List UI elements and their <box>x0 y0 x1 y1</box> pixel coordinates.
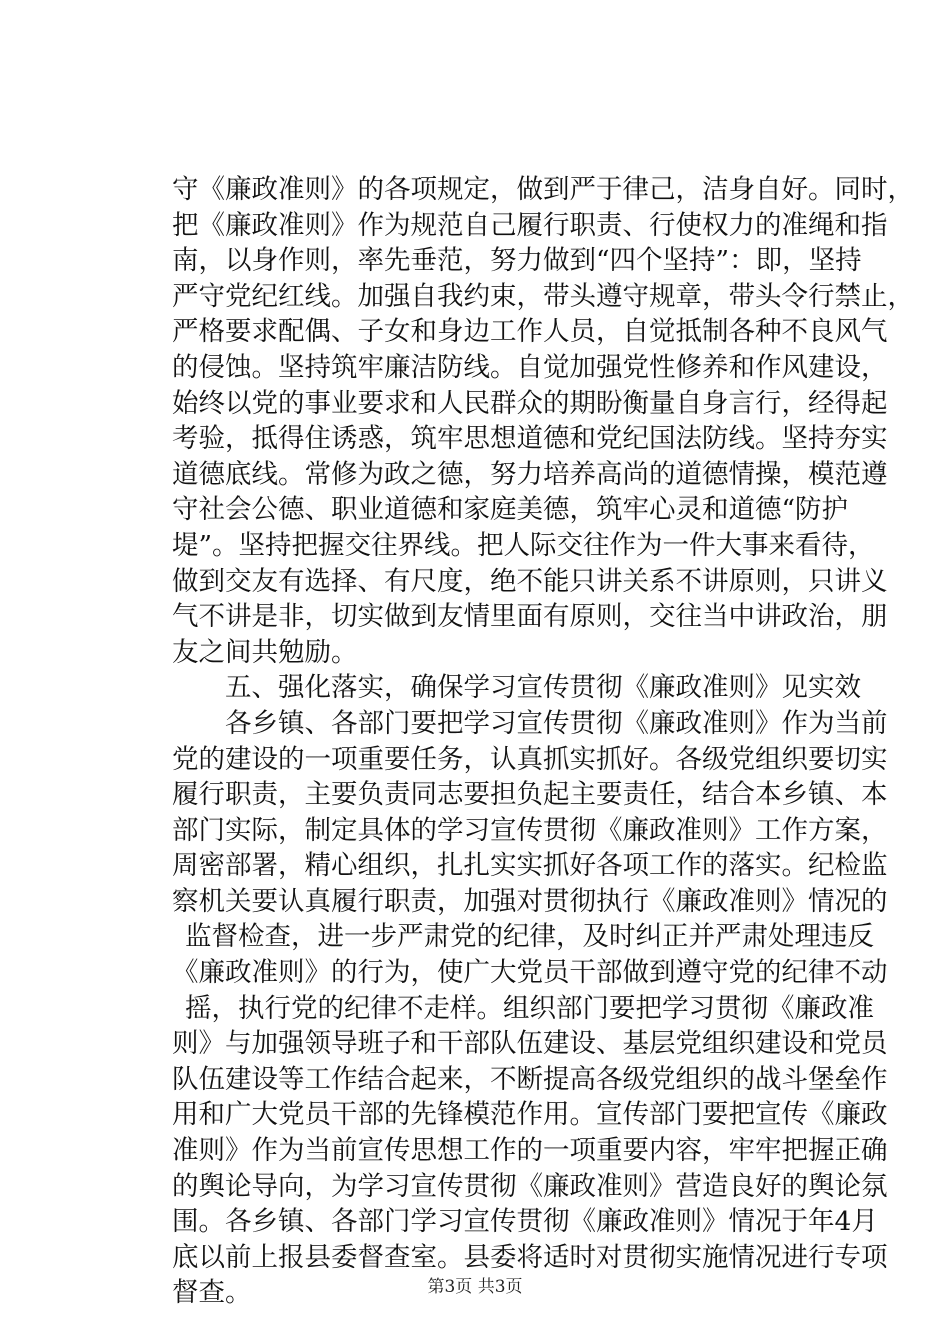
text-line: 的侵蚀。坚持筑牢廉洁防线。自觉加强党性修养和作风建设， <box>172 351 888 383</box>
page-number-footer: 第3页 共3页 <box>427 1277 523 1297</box>
text-line: 履行职责，主要负责同志要担负起主要责任，结合本乡镇、本 <box>172 779 888 811</box>
text-line: 堤”。坚持把握交往界线。把人际交往作为一件大事来看待， <box>172 529 875 561</box>
text-line: 监督检查，进一步严肃党的纪律，及时纠正并严肃处理违反 <box>185 921 874 953</box>
text-line: 察机关要认真履行职责，加强对贯彻执行《廉政准则》情况的 <box>172 885 888 917</box>
section-heading: 五、强化落实，确保学习宣传贯彻《廉政准则》见实效 <box>225 672 861 704</box>
text-line: 周密部署，精心组织，扎扎实实抓好各项工作的落实。纪检监 <box>172 850 888 882</box>
text-line: 的舆论导向，为学习宣传贯彻《廉政准则》营造良好的舆论氛 <box>172 1170 888 1202</box>
text-line: 严格要求配偶、子女和身边工作人员，自觉抵制各种不良风气 <box>172 316 888 348</box>
text-line: 守社会公德、职业道德和家庭美德，筑牢心灵和道德“防护 <box>172 494 849 526</box>
text-line: 始终以党的事业要求和人民群众的期盼衡量自身言行，经得起 <box>172 387 888 419</box>
text-line: 用和广大党员干部的先锋模范作用。宣传部门要把宣传《廉政 <box>172 1099 888 1131</box>
text-line: 道德底线。常修为政之德，努力培养高尚的道德情操，模范遵 <box>172 458 888 490</box>
text-line: 做到交友有选择、有尺度，绝不能只讲关系不讲原则，只讲义 <box>172 565 888 597</box>
text-line: 把《廉政准则》作为规范自己履行职责、行使权力的准绳和指 <box>172 209 888 241</box>
text-line: 党的建设的一项重要任务，认真抓实抓好。各级党组织要切实 <box>172 743 888 775</box>
text-line: 南，以身作则，率先垂范，努力做到“四个坚持”：即，坚持 <box>172 245 862 277</box>
text-line: 部门实际，制定具体的学习宣传贯彻《廉政准则》工作方案， <box>172 814 888 846</box>
text-line: 考验，抵得住诱惑，筑牢思想道德和党纪国法防线。坚持夯实 <box>172 423 888 455</box>
text-line: 准则》作为当前宣传思想工作的一项重要内容，牢牢把握正确 <box>172 1135 888 1167</box>
text-line: 督查。 <box>172 1277 252 1309</box>
text-line: 《廉政准则》的行为，使广大党员干部做到遵守党的纪律不动 <box>172 957 888 989</box>
paragraph-first-line: 各乡镇、各部门要把学习宣传贯彻《廉政准则》作为当前 <box>225 707 888 739</box>
text-line: 则》与加强领导班子和干部队伍建设、基层党组织建设和党员 <box>172 1028 888 1060</box>
text-line: 气不讲是非，切实做到友情里面有原则，交往当中讲政治，朋 <box>172 601 888 633</box>
text-line: 围。各乡镇、各部门学习宣传贯彻《廉政准则》情况于年4月 <box>172 1206 878 1238</box>
text-line: 守《廉政准则》的各项规定，做到严于律己，洁身自好。同时， <box>172 174 914 205</box>
text-line: 摇，执行党的纪律不走样。组织部门要把学习贯彻《廉政准 <box>185 992 874 1024</box>
text-line: 友之间共勉励。 <box>172 636 358 668</box>
text-line: 严守党纪红线。加强自我约束，带头遵守规章，带头令行禁止， <box>172 280 914 312</box>
body-text <box>172 172 914 1311</box>
text-line: 队伍建设等工作结合起来，不断提高各级党组织的战斗堡垒作 <box>172 1063 888 1095</box>
text-line: 底以前上报县委督查室。县委将适时对贯彻实施情况进行专项 <box>172 1241 888 1273</box>
